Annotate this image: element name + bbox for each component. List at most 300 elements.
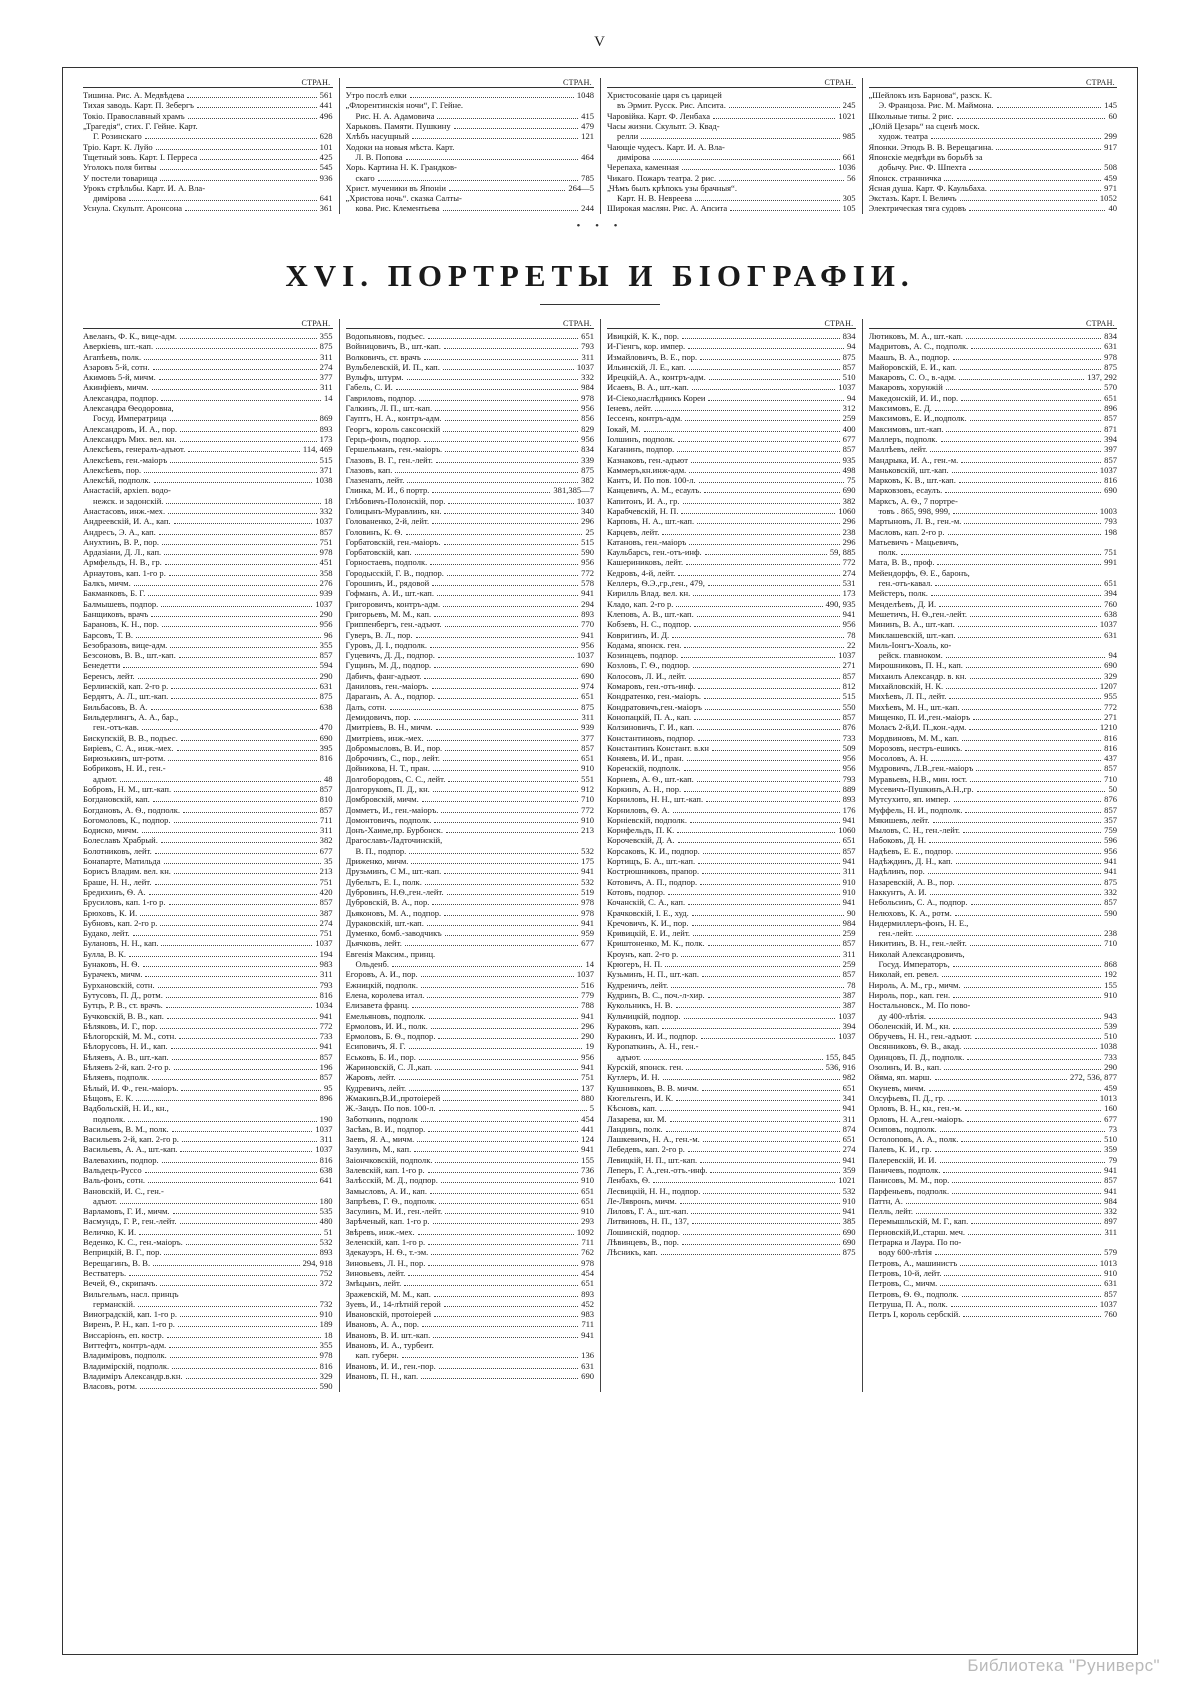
leader-dots <box>174 867 317 874</box>
index-entry-name: Бирюзькинъ, шт-ротм. <box>83 753 166 764</box>
index-entry-name: Коркинъ, А. Н., пор. <box>607 784 682 794</box>
leader-dots <box>703 847 840 854</box>
index-entry <box>607 1227 856 1237</box>
index-entry-page: 857 <box>1104 1288 1117 1299</box>
index-entry-name: Мудровичъ, Л.В.,ген.-маіоръ <box>868 763 974 774</box>
index-entry <box>83 835 333 845</box>
index-entry <box>869 1011 1118 1021</box>
index-entry-page: 874 <box>842 1123 856 1134</box>
index-entry <box>346 897 595 907</box>
index-entry <box>869 183 1118 193</box>
index-entry-page: 983 <box>319 959 333 970</box>
leader-dots <box>136 631 321 638</box>
index-entry-name: Веприцкій, В. Г., пор. <box>83 1247 162 1258</box>
index-entry <box>869 1237 1118 1247</box>
index-entry-page: 311 <box>842 866 856 877</box>
index-entry-name: Зеленскій, кап. 1-го р. <box>345 1237 426 1248</box>
index-entry-name: Мищенко, П. И.,ген.-маіоръ <box>868 711 971 722</box>
leader-dots <box>409 1084 578 1091</box>
index-entry-name: Ж.-Зандъ. По пов. 100-л. <box>345 1103 436 1114</box>
leader-dots <box>201 123 330 129</box>
leader-dots <box>160 1279 316 1286</box>
index-entry-page: 834 <box>842 330 856 341</box>
leader-dots <box>708 991 840 998</box>
index-entry-page: 311 <box>319 351 333 362</box>
index-entry <box>607 527 856 537</box>
index-entry-name: Катановъ, ген.-маіоръ <box>607 536 687 547</box>
index-entry-page: 752 <box>319 1267 333 1278</box>
page-frame <box>62 67 1138 1655</box>
index-entry-name: Гавриловъ, подпор. <box>345 392 417 403</box>
index-entry <box>869 527 1118 537</box>
index-entry-page: 941 <box>319 1041 333 1052</box>
index-entry-name: Палеревскій, И. И. <box>868 1154 937 1165</box>
index-entry-page: 732 <box>319 1298 333 1309</box>
leader-dots <box>407 373 579 380</box>
index-entry-name: Лазарева, кн. М. <box>607 1113 667 1124</box>
index-entry <box>869 949 1118 959</box>
index-entry-name: Крачковскій, І. Е., худ. <box>607 907 689 918</box>
index-entry-name: Звѣревъ, инж.-мех. <box>345 1226 415 1237</box>
index-entry <box>607 1134 856 1144</box>
leader-dots <box>396 383 578 390</box>
index-entry <box>607 990 856 1000</box>
leader-dots <box>685 414 839 421</box>
index-entry <box>83 203 333 213</box>
leader-dots <box>457 144 591 150</box>
index-entry <box>607 362 856 372</box>
index-entry-page: 394 <box>1104 433 1117 444</box>
index-entry-name: Болотниковъ, лейт. <box>83 845 152 856</box>
index-entry-name: Мыловъ, С. Н., ген.-лейт. <box>868 825 961 836</box>
index-entry <box>869 537 1118 547</box>
index-entry-page: 941 <box>319 1010 333 1021</box>
index-entry-page: 361 <box>319 203 333 214</box>
index-entry-page: 519 <box>581 886 594 897</box>
leader-dots <box>964 1042 1097 1049</box>
index-entry-page: 1038 <box>315 475 333 486</box>
leader-dots <box>712 744 840 751</box>
index-entry-page: 1037 <box>1099 1298 1117 1309</box>
leader-dots <box>693 661 840 668</box>
leader-dots <box>424 435 578 442</box>
leader-dots <box>952 1176 1101 1183</box>
index-entry-page: 1048 <box>576 90 594 101</box>
index-entry-page: 371 <box>319 464 333 475</box>
index-entry-name: Бакманковъ, Б. Г. <box>83 588 146 599</box>
index-entry <box>346 733 595 743</box>
leader-dots <box>142 826 317 833</box>
index-entry <box>869 856 1118 866</box>
index-entry <box>607 1144 856 1154</box>
index-entry <box>346 1340 595 1350</box>
index-entry <box>346 121 595 131</box>
leader-dots <box>438 1032 578 1039</box>
index-entry-name: Мандрыка, И. А., ген.-м. <box>868 454 959 465</box>
leader-dots <box>962 703 1101 710</box>
leader-dots <box>447 569 578 576</box>
leader-dots <box>170 456 317 463</box>
index-entry-name: Горбатовскій, ген.-маіоръ. <box>345 536 441 547</box>
index-entry-name: Андресъ, Э. А., кап. <box>83 526 156 537</box>
leader-dots <box>159 528 317 535</box>
index-entry <box>607 173 856 183</box>
index-entry-page: 124 <box>581 1134 594 1145</box>
leader-dots <box>435 1156 578 1163</box>
index-entry-page: 516 <box>581 979 594 990</box>
index-entry <box>83 1361 333 1371</box>
index-entry-name: Зарѣченый, кап. 1-го р. <box>345 1216 430 1227</box>
leader-dots <box>139 1228 321 1235</box>
index-entry-page: 690 <box>1104 660 1117 671</box>
top-column-4-entries <box>869 90 1118 214</box>
index-entry <box>346 152 595 162</box>
leader-dots <box>709 373 840 380</box>
index-entry-name: Небольсинъ, С. А., подпор. <box>868 897 968 908</box>
index-entry-name: Перемышльскій, М. Г., кап. <box>868 1216 969 1227</box>
index-entry <box>346 578 595 588</box>
index-entry <box>607 650 856 660</box>
index-entry-name: Булла, В. К. <box>83 948 127 959</box>
index-entry-name: Каульбарсъ, ген.-отъ-инф. <box>607 547 702 558</box>
index-entry <box>83 1289 333 1299</box>
leader-dots <box>168 507 317 514</box>
leader-dots <box>954 795 1102 802</box>
leader-dots <box>673 806 840 813</box>
index-entry-name: Бурхановскій, сотн. <box>83 979 155 990</box>
leader-dots <box>445 620 579 627</box>
index-entry-name: Арнаутовъ, кап. 1-го р. <box>83 567 166 578</box>
index-entry-page: 18 <box>323 495 333 506</box>
index-entry <box>346 846 595 856</box>
index-entry <box>607 1175 856 1185</box>
leader-dots <box>682 332 840 339</box>
leader-dots <box>697 517 840 524</box>
index-entry <box>346 1031 595 1041</box>
index-entry-page: 355 <box>319 639 333 650</box>
index-entry <box>346 660 595 670</box>
index-entry-page: 339 <box>581 454 594 465</box>
index-entry-page: 311 <box>842 948 856 959</box>
leader-dots <box>958 620 1097 627</box>
leader-dots <box>415 548 579 555</box>
index-entry <box>869 897 1118 907</box>
index-entry-page: 73 <box>1108 1123 1117 1134</box>
index-entry <box>869 640 1118 650</box>
index-entry-page: 94 <box>846 341 856 352</box>
leader-dots <box>166 1001 313 1008</box>
index-entry-name: Алексѣй, подполк. <box>83 475 151 486</box>
index-entry-name: Максимовъ, Е. И.,подполк. <box>868 413 967 424</box>
index-entry <box>607 969 856 979</box>
leader-dots <box>429 1012 579 1019</box>
index-entry-page: 893 <box>581 1288 594 1299</box>
leader-dots <box>951 1300 1097 1307</box>
index-entry-page: 690 <box>842 485 856 496</box>
index-entry-page: 94 <box>846 392 856 403</box>
leader-dots <box>427 919 578 926</box>
index-entry-name: Паттн, А. <box>868 1195 903 1206</box>
leader-dots <box>940 1156 1106 1163</box>
index-entry <box>607 619 856 629</box>
index-entry-page: 271 <box>842 660 856 671</box>
index-entry-name: Величко, К. И. <box>83 1226 137 1237</box>
leader-dots <box>990 184 1101 191</box>
leader-dots <box>179 651 317 658</box>
index-entry-page: 510 <box>842 372 856 383</box>
index-entry-page: 869 <box>319 413 333 424</box>
index-entry-page: 690 <box>842 1226 856 1237</box>
leader-dots <box>970 610 1101 617</box>
leader-dots <box>692 909 844 916</box>
index-entry-name: Лесвицкій, Н. Н., подпор. <box>607 1185 701 1196</box>
leader-dots <box>140 909 316 916</box>
index-entry-page: 857 <box>319 897 333 908</box>
leader-dots <box>134 579 317 586</box>
leader-dots <box>948 528 1102 535</box>
leader-dots <box>946 425 1101 432</box>
index-entry-name: Кантъ, И. По пов. 100-л. <box>607 475 696 486</box>
index-entry <box>607 131 856 141</box>
index-entry-name: Нироль, пор., кап. ген. <box>868 989 951 1000</box>
index-entry-name: кап. губерн. <box>355 1350 399 1361</box>
index-entry <box>869 331 1118 341</box>
index-entry-name: Заевъ, Я. А., мичм. <box>345 1134 415 1145</box>
index-entry-name: Миль-Іонгъ-Хоаль, ко- <box>868 639 952 650</box>
index-entry <box>607 1103 856 1113</box>
index-entry-page: 259 <box>842 413 856 424</box>
index-entry-name: Александра, подпор. <box>83 392 159 403</box>
index-entry-page: 272, 536, 877 <box>1069 1072 1117 1083</box>
index-entry-page: 941 <box>1104 1185 1117 1196</box>
index-entry-name: Парфеньевъ, подполк. <box>868 1185 950 1196</box>
index-entry-page: 470 <box>319 722 333 733</box>
leader-dots <box>694 620 839 627</box>
index-entry-name: Мякишевъ, лейт. <box>868 814 930 825</box>
index-entry <box>607 753 856 763</box>
index-entry-page: 332 <box>1104 1206 1117 1217</box>
index-entry-page: 816 <box>319 753 333 764</box>
index-entry <box>607 1206 856 1216</box>
index-entry <box>869 846 1118 856</box>
index-entry-page: 387 <box>319 907 333 918</box>
leader-dots <box>973 570 1114 576</box>
index-entry-name: Замысловъ, А. И., кап. <box>345 1185 428 1196</box>
leader-dots <box>444 867 578 874</box>
index-entry <box>83 1371 333 1381</box>
index-entry-name: Бѣщовъ, Е. К. <box>83 1092 134 1103</box>
index-entry-page: 857 <box>842 361 856 372</box>
index-entry-name: Тріо. Карт. К. Луйо <box>83 141 153 152</box>
index-entry-name: Александровъ, И. А., пор. <box>83 423 178 434</box>
index-entry-name: Засулинъ, М. И., ген.-лейт. <box>345 1206 443 1217</box>
index-entry-page: 332 <box>319 505 333 516</box>
top-column-2 <box>339 78 601 214</box>
leader-dots <box>430 641 578 648</box>
index-entry <box>83 152 333 162</box>
index-entry-name: Ходоки на новыя мѣста. Карт. <box>345 141 455 152</box>
index-entry-page: 332 <box>581 372 594 383</box>
index-entry-page: 145 <box>1104 100 1117 111</box>
index-entry-page: 857 <box>842 444 856 455</box>
index-entry-name: Маллѣевъ, лейт. <box>868 444 928 455</box>
index-entry <box>869 1093 1118 1103</box>
index-entry-name: Маллеръ, подполк. <box>868 433 938 444</box>
index-entry <box>869 1206 1118 1216</box>
index-entry-page: 971 <box>1104 182 1117 193</box>
index-entry-page: 834 <box>1104 330 1117 341</box>
index-entry-name: Константинъ Констант. в.кн <box>607 742 709 753</box>
leader-dots <box>160 919 316 926</box>
index-entry-page: 910 <box>581 814 594 825</box>
index-entry-page: 1037 <box>315 598 333 609</box>
index-entry-page: 1037 <box>576 361 594 372</box>
index-entry-name: Булановъ, Н. Н., кап. <box>83 938 159 949</box>
top-column-3-entries <box>607 90 856 214</box>
index-entry-page: 1060 <box>838 505 856 516</box>
index-entry-page: 311 <box>581 711 594 722</box>
index-entry-name: Вадбольскій, Н. И., кн., <box>83 1103 169 1114</box>
index-entry-name: Петруша, П. А., полк. <box>868 1298 948 1309</box>
index-entry <box>346 650 595 660</box>
index-entry <box>869 794 1118 804</box>
index-entry-name: Карт. Н. В. Невреева <box>617 193 692 204</box>
index-entry <box>869 1144 1118 1154</box>
index-entry-page: 382 <box>842 495 856 506</box>
index-entry-name: Урокъ стрѣльбы. Карт. И. А. Вла- <box>83 182 206 193</box>
index-entry-name: Мусевичъ-Пушкинъ,А.Н.,гр. <box>868 784 974 794</box>
leader-dots <box>693 589 839 596</box>
index-entry <box>83 877 333 887</box>
index-entry-name: Дубровинъ, Н.Ѳ.,ген.-лейт. <box>345 886 444 897</box>
index-entry <box>83 568 333 578</box>
index-entry-page: 910 <box>581 1175 594 1186</box>
leader-dots <box>901 548 1101 555</box>
index-entry <box>607 1093 856 1103</box>
index-entry <box>869 424 1118 434</box>
index-entry-name: Казнаковъ, ген.-адъют <box>607 454 688 465</box>
index-entry <box>346 341 595 351</box>
index-entry <box>83 1165 333 1175</box>
index-entry <box>607 1114 856 1124</box>
index-column-4-entries <box>869 331 1118 1320</box>
index-entry-name: Агапѣевъ, полк. <box>83 351 142 362</box>
index-entry-name: Гуцевичъ, Д. Д., подпор. <box>345 650 435 661</box>
index-entry <box>869 475 1118 485</box>
index-entry <box>869 516 1118 526</box>
index-entry <box>83 1237 333 1247</box>
index-entry <box>869 1309 1118 1319</box>
index-entry-name: Бутцъ, Р. В., ст. врачъ. <box>83 1000 163 1011</box>
leader-dots <box>961 498 1114 504</box>
index-entry-page: 35 <box>323 856 333 867</box>
leader-dots <box>970 939 1101 946</box>
leader-dots <box>931 754 1101 761</box>
leader-dots <box>444 507 578 514</box>
index-entry-page: 956 <box>581 639 594 650</box>
index-entry <box>607 90 856 100</box>
index-entry-page: 677 <box>581 938 594 949</box>
index-entry-page: 60 <box>1108 110 1117 121</box>
index-entry <box>869 1165 1118 1175</box>
index-entry <box>869 1124 1118 1134</box>
index-entry-name: Кудреничъ, лейт. <box>607 979 669 990</box>
index-entry-name: Бѣлый, И. Ф., ген.-маіоръ. <box>83 1082 179 1093</box>
index-entry-page: 983 <box>581 1309 594 1320</box>
index-entry-name: адъют. <box>617 1051 642 1062</box>
index-entry-page: 893 <box>319 423 333 434</box>
index-entry-name: Богомоловъ, К., подпор. <box>83 814 171 825</box>
index-entry-page: 941 <box>1104 866 1117 877</box>
index-entry-page: 978 <box>581 1257 594 1268</box>
leader-dots <box>179 1032 316 1039</box>
index-entry-name: Утро послѣ елки <box>345 90 407 101</box>
index-entry <box>607 382 856 392</box>
index-entry <box>83 1319 333 1329</box>
leader-dots <box>433 785 578 792</box>
index-entry-page: 311 <box>842 1113 856 1124</box>
index-entry <box>346 1072 595 1082</box>
leader-dots <box>678 569 839 576</box>
index-entry <box>83 1021 333 1031</box>
index-entry <box>607 712 856 722</box>
index-entry-name: Муравьевъ, Н.В., мин. юст. <box>868 773 968 784</box>
index-entry-name: Глѣбовичъ-Полонскій, пор. <box>345 495 446 506</box>
index-entry <box>346 1247 595 1257</box>
index-entry-page: 1037 <box>315 1144 333 1155</box>
index-entry-name: Домонтовичъ, подполк. <box>345 814 432 825</box>
leader-dots <box>691 456 840 463</box>
index-entry-name: Верещагинъ, В. В. <box>83 1257 151 1268</box>
index-entry-name: Марковзовъ, есаулъ. <box>868 485 943 496</box>
index-entry <box>346 794 595 804</box>
index-entry-page: 677 <box>1104 1113 1117 1124</box>
index-entry <box>869 434 1118 444</box>
index-entry <box>83 455 333 465</box>
index-entry-name: Тишина. Рис. А. Медвѣдева <box>83 90 185 101</box>
leader-dots <box>949 692 1101 699</box>
leader-dots <box>434 661 578 668</box>
index-entry-name: Мутсухито, яп. импер. <box>868 794 951 805</box>
index-entry-page: 293 <box>581 1216 594 1227</box>
index-entry-name: Гуровъ, Д. І., подполк. <box>345 639 428 650</box>
leader-dots <box>444 342 578 349</box>
index-entry <box>607 1196 856 1206</box>
index-entry-name: Олсуфьевъ, П. Д., гр. <box>868 1092 946 1103</box>
index-entry-page: 984 <box>842 917 856 928</box>
leader-dots <box>935 404 1101 411</box>
index-entry-page: 733 <box>842 732 856 743</box>
index-entry <box>607 372 856 382</box>
leader-dots <box>142 723 317 730</box>
index-entry-name: Кутлеръ, И. Н. <box>607 1072 660 1083</box>
index-entry-name: Доброчинъ, С., пор., лейт. <box>345 753 440 764</box>
index-entry <box>869 733 1118 743</box>
leader-dots <box>445 744 578 751</box>
index-entry-name: Японск. странничка <box>868 172 942 183</box>
leader-dots <box>417 1135 578 1142</box>
index-entry-name: Войницовичъ, В., шт.-кап. <box>345 341 441 352</box>
leader-dots <box>180 332 317 339</box>
leader-dots <box>143 960 317 967</box>
index-entry-name: Зиновьевъ, лейт. <box>345 1267 406 1278</box>
index-entry <box>83 722 333 732</box>
leader-dots <box>154 476 313 483</box>
index-entry <box>869 1041 1118 1051</box>
index-entry-name: Ивановъ, А. А., пор. <box>345 1319 420 1330</box>
leader-dots <box>167 1012 317 1019</box>
index-entry-page: 531 <box>842 578 856 589</box>
